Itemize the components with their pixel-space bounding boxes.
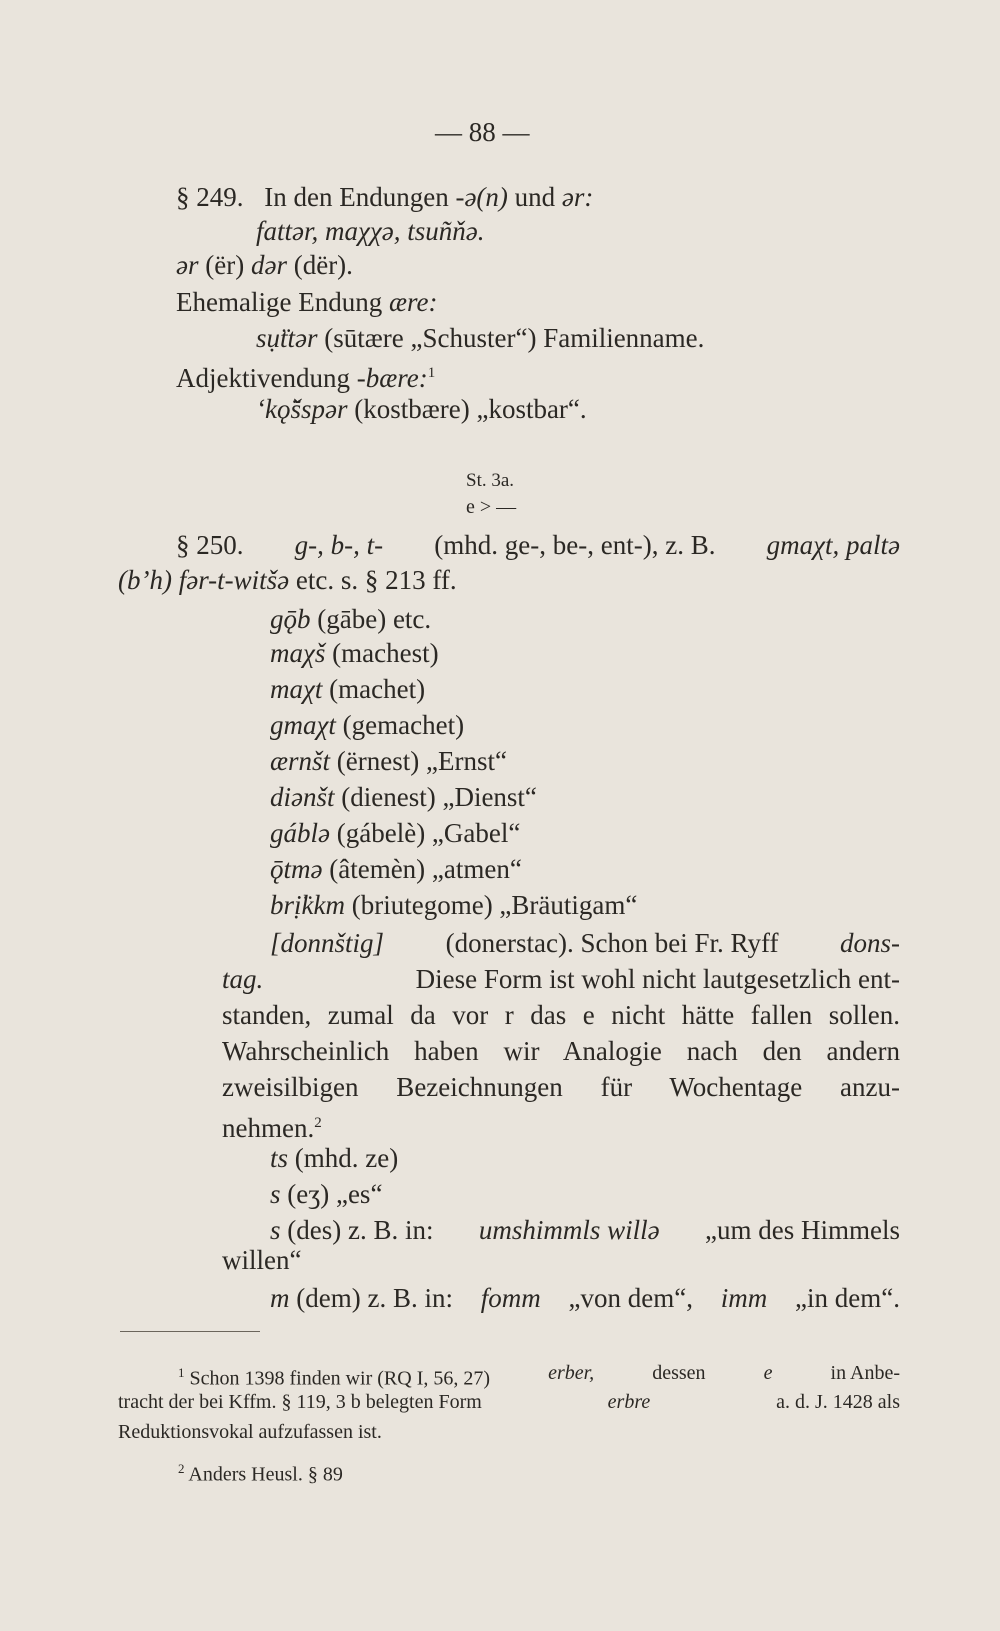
section-249-examples: fattər, maχχə, tsuñňə. (256, 216, 485, 246)
paragraph-line-3: Wahrscheinlich haben wir Analogie nach den andern (222, 1036, 900, 1066)
word-row-machest: maχš (machest) (270, 638, 439, 668)
section-249-heading: § 249. (176, 182, 244, 212)
suttar-line: sụ̈ttər (sūtære „Schuster“) Familienname. (256, 323, 705, 353)
kosspar-line: ‘kǫ̈šspər (kostbære) „kostbar“. (256, 394, 587, 424)
word-row-dienst: diənšt (dienest) „Dienst“ (270, 782, 537, 812)
page-number: — 88 — (435, 117, 530, 147)
section-249-intro: § 249. In den Endungen -ə(n) und ər: (176, 182, 594, 212)
section-marker-st: St. 3a. (466, 470, 515, 491)
word-row-ernst: ærnšt (ërnest) „Ernst“ (270, 746, 507, 776)
footnote-1-line-3: Reduktionsvokal aufzufassen ist. (118, 1421, 382, 1443)
paragraph-line-5: nehmen.$^2$ (222, 1113, 322, 1143)
word-row-gob: gǭb (gābe) etc. (270, 604, 432, 634)
footnote-2: $^2$ Anders Heusl. § 89 (178, 1461, 343, 1486)
donnstig-line: [donnštig] (donerstac). Schon bei Fr. Ryff dons- (270, 928, 900, 958)
word-row-braeutigam: brị̈kkm (briutegome) „Bräutigam“ (270, 890, 638, 920)
paragraph-line-2: standen, zumal da vor r das e nicht hätte fallen sollen. (222, 1000, 900, 1030)
section-250-line2: (b’h) fər-t-witšə etc. s. § 213 ff. (118, 565, 457, 595)
adjective-ending-line: Adjektivendung -bære:$^1$ (176, 363, 436, 393)
section-250-heading: § 250. (176, 530, 244, 560)
paragraph-line-4: zweisilbigen Bezeichnungen für Wochentage anzu- (222, 1072, 900, 1102)
footnote-1-line-2: tracht der bei Kffm. § 119, 3 b belegten Form erbre a. d. J. 1428 als (118, 1391, 900, 1413)
paragraph-line-1: tag. Diese Form ist wohl nicht lautgesetzlich ent- (222, 964, 900, 994)
word-row-machet: maχt (machet) (270, 674, 426, 704)
ts-line: ts (mhd. ze) (270, 1143, 399, 1173)
former-ending-line: Ehemalige Endung ære: (176, 287, 438, 317)
word-row-gemachet: gmaχt (gemachet) (270, 710, 465, 740)
footnote-ref-2: 2 (314, 1115, 322, 1131)
s-des-line: s (des) z. B. in: umshimmls willə „um des Himmels (270, 1215, 900, 1245)
s-es-line: s (eʒ) „es“ (270, 1179, 383, 1209)
section-250-intro: § 250. g-, b-, t- (mhd. ge-, be-, ent-), z. B. gmaχt, paltə (176, 530, 900, 560)
footnote-ref-1: 1 (427, 365, 436, 381)
s-des-continuation: willen“ (222, 1245, 302, 1275)
section-marker-rule: e > — (466, 496, 517, 518)
word-row-atmen: ǭtmə (âtemèn) „atmen“ (270, 854, 522, 884)
word-row-gabel: gáblə (gábelè) „Gabel“ (270, 818, 521, 848)
footnote-1-line-1: $^1$ Schon 1398 finden wir (RQ I, 56, 27) erber, dessen e in Anbe- (178, 1362, 900, 1390)
footnote-divider (120, 1331, 260, 1332)
section-249-ar-line: ər (ër) dər (dër). (176, 250, 353, 280)
m-dem-line: m (dem) z. B. in: fomm „von dem“, imm „in dem“. (270, 1283, 900, 1313)
